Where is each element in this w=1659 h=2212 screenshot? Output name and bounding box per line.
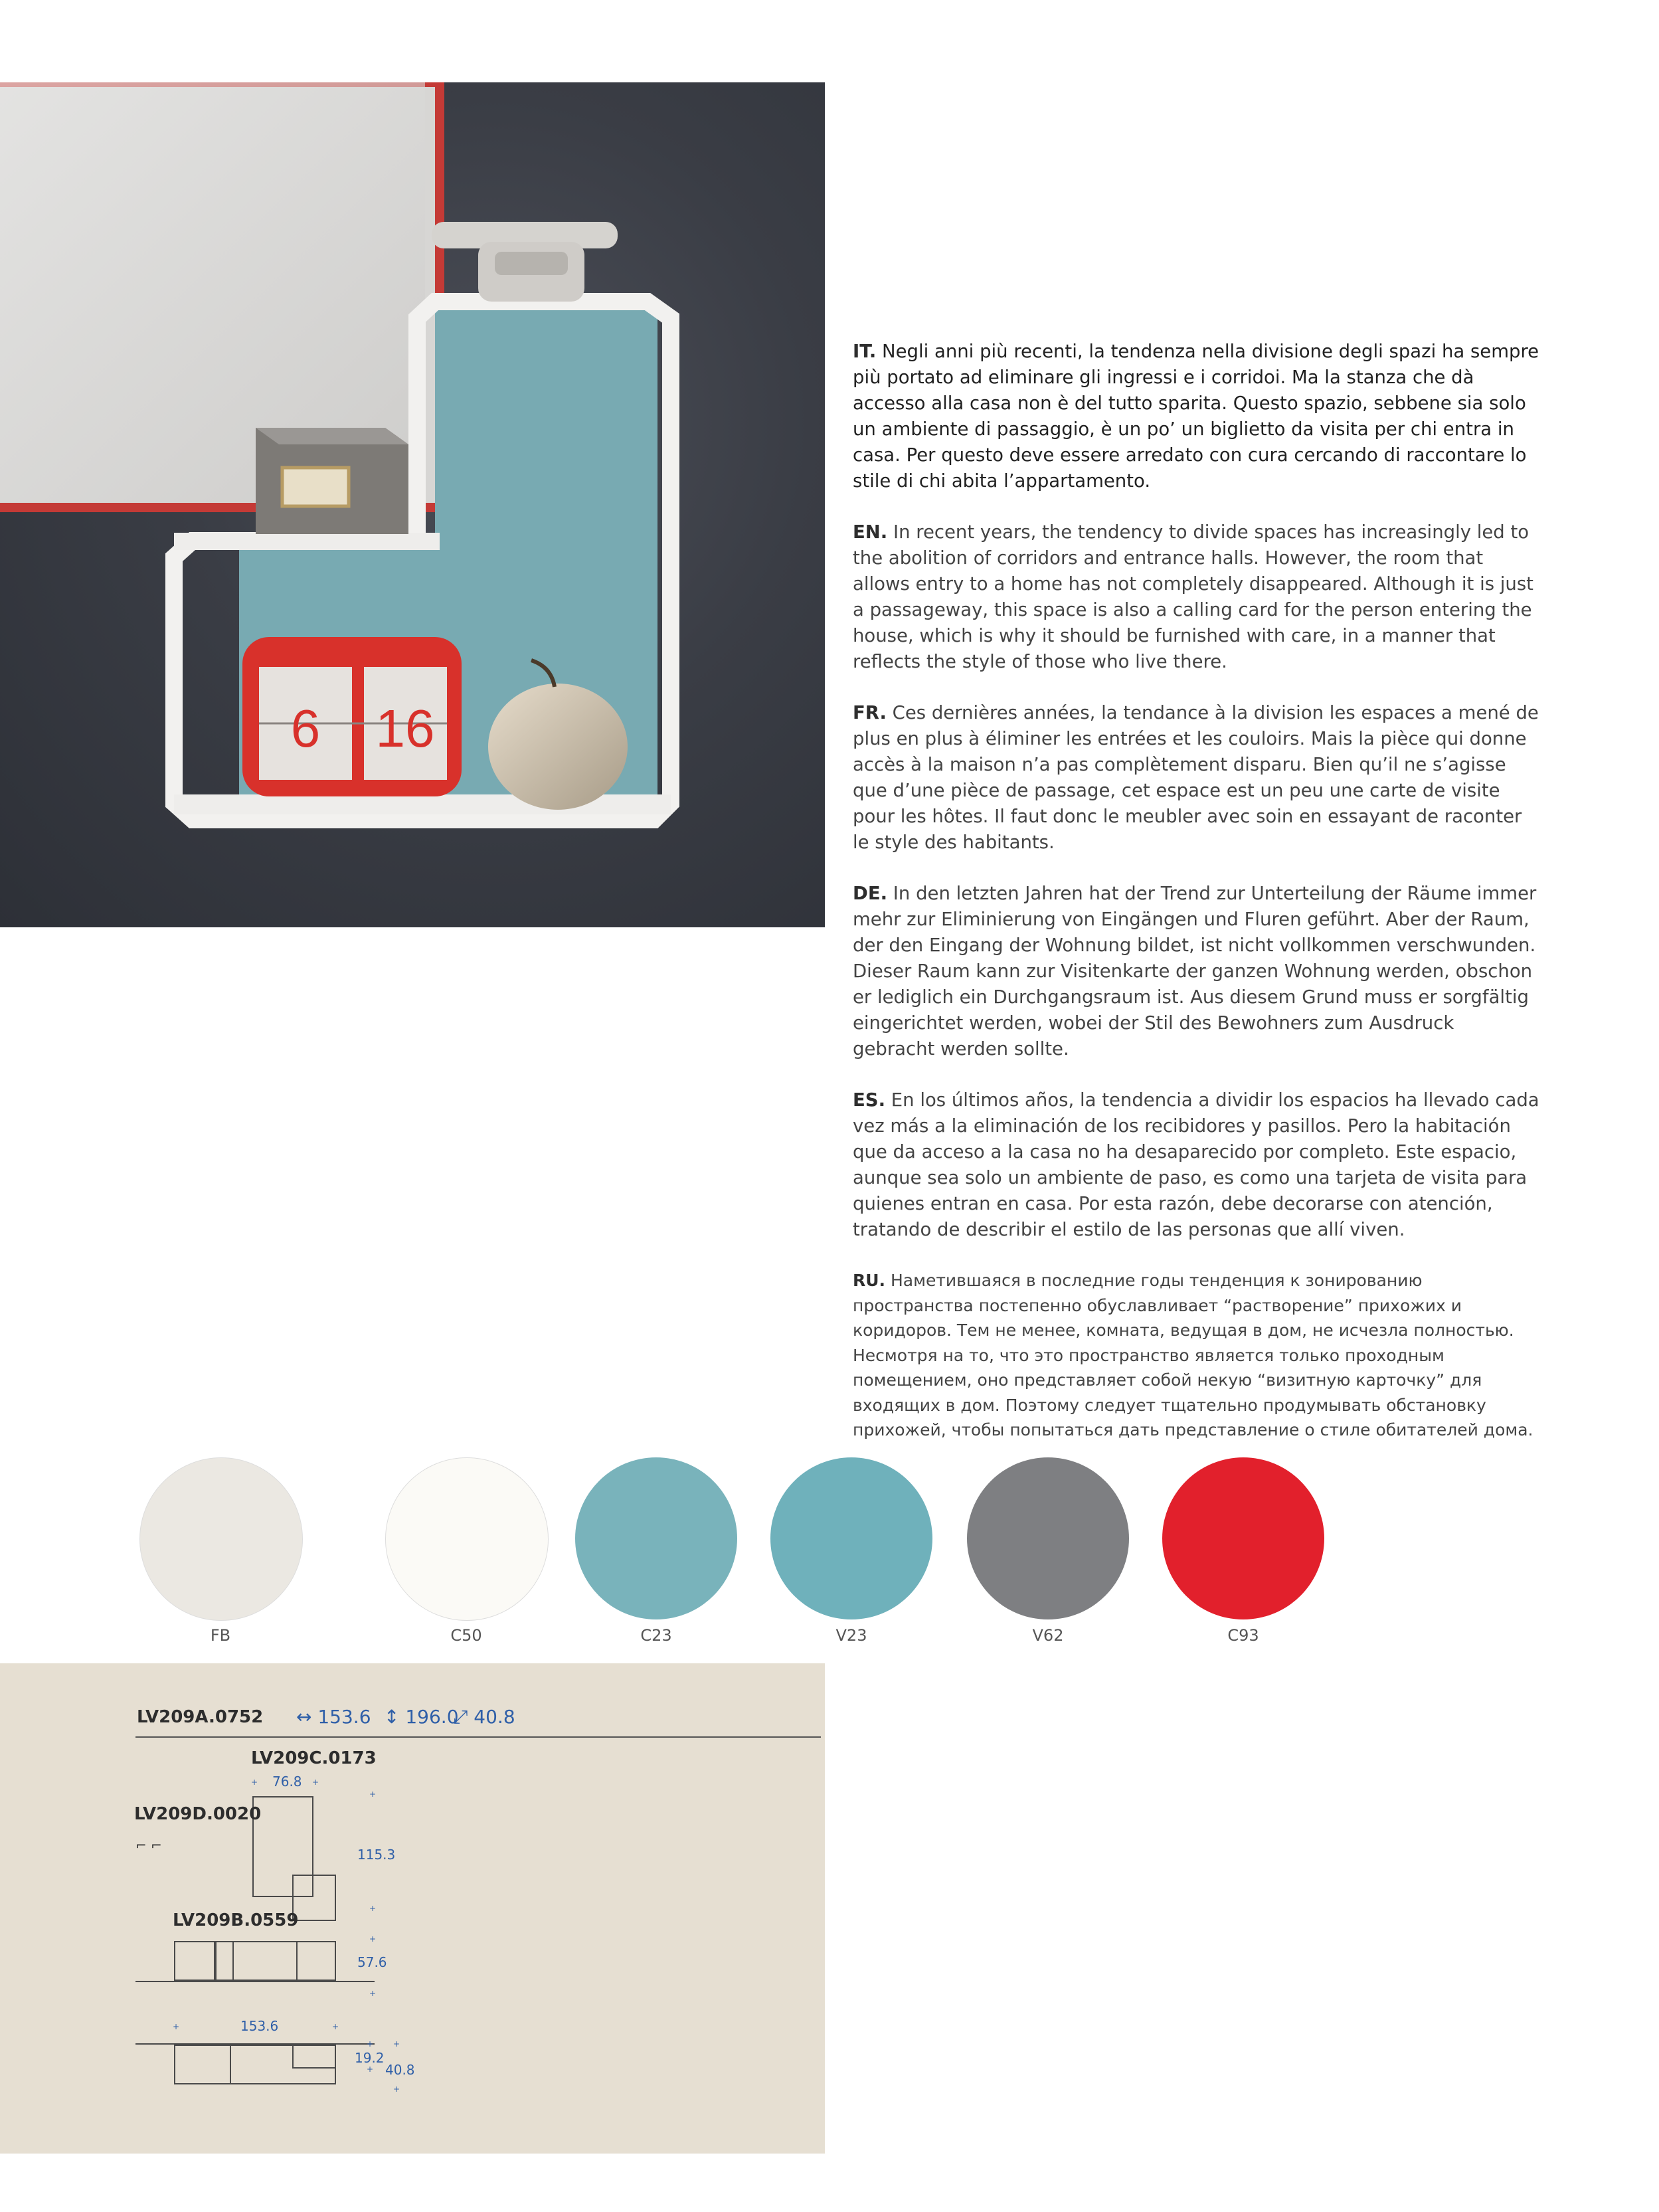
wall-hook-icon: ⌐ ⌐ — [135, 1837, 162, 1853]
paragraph-text: In den letzten Jahren hat der Trend zur Unterteilung der Räume immer mehr zur Eliminierung von Eingängen und Fluren geführt. Aber der Raum, der den Eingang der Wohnung bildet, ist nicht vollkommen verschwunden. Dieser Raum kann zur Visitenkarte der ganzen Wohnung werden, obschon er lediglich ein Durchgangsraum ist. Aus diesem Grund muss er sorgfältig eingerichtet werden, wobei der Stil des Bewohners zum Ausdruck gebracht werden sollte. — [853, 883, 1537, 1060]
paragraph-fr — [853, 700, 1541, 856]
dim-b-height: 57.6 — [357, 1954, 387, 1970]
swatch-v23 — [770, 1457, 932, 1619]
dim-b-width: 153.6 — [240, 2018, 279, 2034]
paragraph-de — [853, 881, 1541, 1062]
clock-minute: 16 — [375, 699, 435, 758]
dim-plan-a: 19.2 — [355, 2050, 385, 2066]
swatch-label-v23: V23 — [835, 1626, 867, 1645]
paragraph-it — [853, 339, 1541, 494]
overall-depth: ⤢ 40.8 — [453, 1706, 515, 1728]
lang-tag: ES. — [853, 1089, 886, 1111]
lang-tag: IT. — [853, 341, 877, 362]
module-d-outline — [292, 1875, 336, 1921]
lang-tag: DE. — [853, 883, 888, 904]
shelf-scene-illustration — [0, 82, 825, 927]
dim-c-width: 76.8 — [272, 1774, 302, 1790]
dim-c-height: 115.3 — [357, 1847, 396, 1863]
box-label-holder — [282, 468, 349, 506]
paragraph-text: En los últimos años, la tendencia a dividir los espacios ha llevado cada vez más a la eliminación de los recibidores y pasillos. Pero la habitación que da acceso a la casa no ha desaparecido por completo. Este espacio, aunque sea solo un ambiente de paso, es como una tarjeta de visita para quienes entran en casa. Por esta razón, debe decorarse con atención, tratando de describir el estilo de las personas que allí viven. — [853, 1089, 1539, 1240]
spec-panel: LV209A.0752 ↔ 153.6 ↕ 196.0 ⤢ 40.8 LV209C.0173 + 76.8 + + 115.3 LV209D.0020 ⌐ ⌐ + LV209B.0559 + 57.6 + + 153.6 + + + 19.2 40.8 + + — [0, 1663, 825, 2154]
overall-width: ↔ 153.6 — [296, 1706, 371, 1728]
swatch-fb — [139, 1457, 303, 1621]
paragraph-text: Ces dernières années, la tendance à la division les espaces a mené de plus en plus à éliminer les entrées et les couloirs. Mais la pièce qui donne accès à la maison n’a pas complètement disparu. Bien qu’il ne s’agisse que d’une pièce de passage, cet espace est un peu une carte de visite pour les hôtes. Il faut donc le meubler avec soin en essayant de raconter le style des habitants. — [853, 702, 1539, 853]
swatch-label-c93: C93 — [1227, 1626, 1259, 1645]
swatch-label-fb: FB — [210, 1626, 231, 1645]
swatch-c50 — [385, 1457, 549, 1621]
code-c: LV209C.0173 — [251, 1748, 377, 1768]
paragraph-ru — [853, 1268, 1541, 1443]
swatch-c23 — [575, 1457, 737, 1619]
paragraph-text: Negli anni più recenti, la tendenza nella divisione degli spazi ha sempre più portato ad eliminare gli ingressi e i corridoi. Ma la stanza che dà accesso alla casa non è del tutto sparita. Questo spazio, sebbene sia solo un ambiente di passaggio, è un po’ un biglietto da visita per chi entra in casa. Per questo deve essere arredato con cura cercando di raccontare lo stile di chi abita l’appartamento. — [853, 341, 1539, 492]
code-b: LV209B.0559 — [173, 1910, 299, 1930]
paragraph-text: In recent years, the tendency to divide spaces has increasingly led to the abolition of corridors and entrance halls. However, the room that allows entry to a home has not completely disappeared. Although it is just a passageway, this space is also a calling card for the person entering the house, which is why it should be furnished with care, in a manner that reflects the style of those who live there. — [853, 521, 1533, 672]
main-product-code: LV209A.0752 — [137, 1707, 264, 1727]
header-rule — [135, 1736, 821, 1738]
lang-tag: FR. — [853, 702, 887, 723]
paragraph-es — [853, 1087, 1541, 1243]
module-b-outline — [174, 1941, 336, 1981]
clock-hour: 6 — [290, 699, 321, 758]
lang-tag: EN. — [853, 521, 888, 543]
description-text — [853, 339, 1541, 1468]
swatch-label-c23: C23 — [640, 1626, 672, 1645]
telephone-ornament — [432, 222, 618, 302]
code-d: LV209D.0020 — [134, 1804, 262, 1824]
product-photo — [0, 82, 825, 927]
swatch-label-v62: V62 — [1032, 1626, 1064, 1645]
lang-tag: RU. — [853, 1271, 886, 1290]
dim-plan-b: 40.8 — [385, 2062, 415, 2078]
floor-line — [135, 1981, 375, 1982]
overall-height: ↕ 196.0 — [384, 1706, 459, 1728]
swatch-c93 — [1162, 1457, 1324, 1619]
swatch-label-c50: C50 — [450, 1626, 482, 1645]
paragraph-en — [853, 519, 1541, 675]
swatch-v62 — [967, 1457, 1129, 1619]
paragraph-text: Наметившаяся в последние годы тенденция к зонированию пространства постепенно обуславливает “растворение” прихожих и коридоров. Тем не менее, комната, ведущая в дом, не исчезла полностью. Несмотря на то, что это пространство является только проходным помещением, оно представляет собой некую “визитную карточку” для входящих в дом. Поэтому следует тщательно продумывать обстановку прихожей, чтобы попытаться дать представление о стиле обитателей дома. — [853, 1271, 1533, 1439]
